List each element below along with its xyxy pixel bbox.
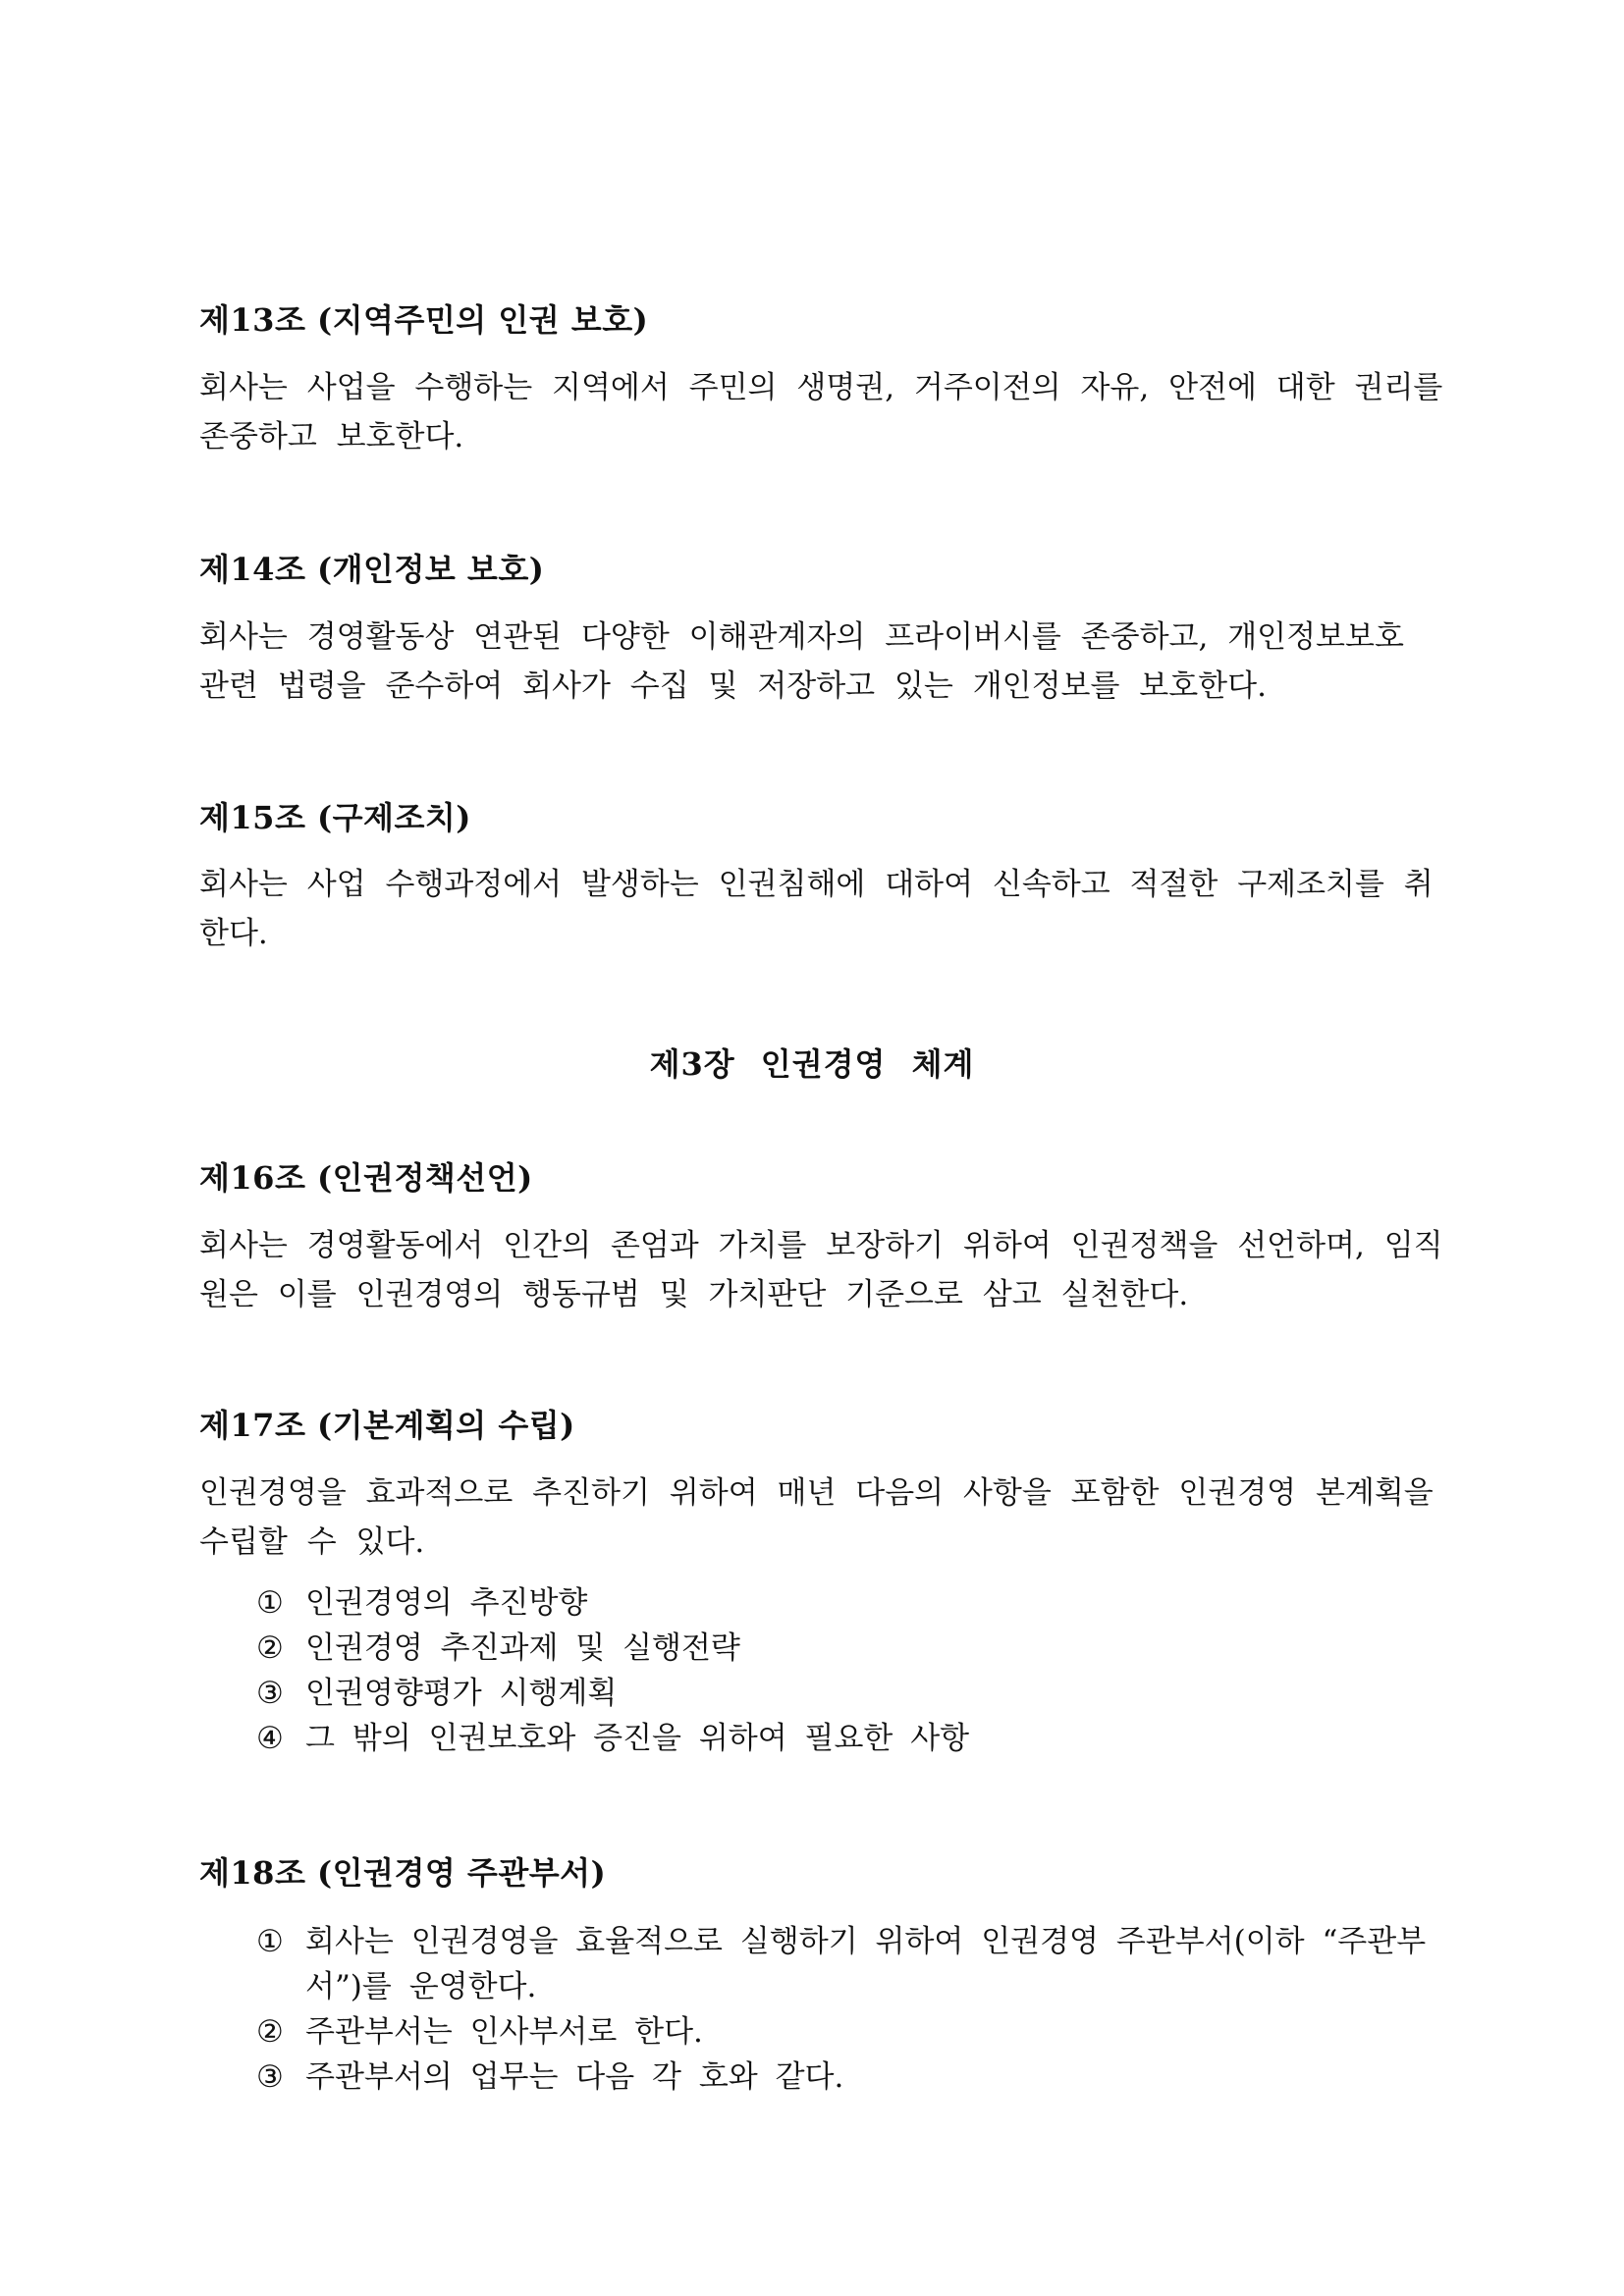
article-17-body	[199, 1468, 1434, 1567]
article-16-line-2: 원은 이를 인권경영의 행동규범 및 가치판단 기준으로 삼고 실천한다.	[199, 1277, 1189, 1312]
article-17-line-1: 인권경영을 효과적으로 추진하기 위하여 매년 다음의 사항을 포함한 인권경영 본계획을	[199, 1475, 1434, 1511]
article-13-line-1: 회사는 사업을 수행하는 지역에서 주민의 생명권, 거주이전의 자유, 안전에 대한 권리를	[199, 370, 1443, 405]
item-number: ④	[256, 1721, 284, 1756]
article-16-body	[199, 1221, 1443, 1319]
item-number: ①	[256, 1585, 284, 1621]
item-number: ②	[256, 1630, 284, 1666]
article-14-body	[199, 613, 1427, 711]
article-16-heading: 제16조 (인권정책선언)	[199, 1159, 533, 1197]
article-18-item-1-continuation: 서”)를 운영한다.	[305, 1969, 537, 2004]
article-15-heading: 제15조 (구제조치)	[199, 799, 471, 836]
item-text: 인권경영 추진과제 및 실행전략	[305, 1630, 740, 1666]
article-13-heading: 제13조 (지역주민의 인권 보호)	[199, 301, 649, 339]
article-16-line-1: 회사는 경영활동에서 인간의 존엄과 가치를 보장하기 위하여 인권정책을 선언하며, 임직	[199, 1228, 1443, 1263]
item-number: ②	[256, 2014, 284, 2050]
article-17-line-2: 수립할 수 있다.	[199, 1524, 425, 1560]
item-number: ①	[256, 1924, 284, 1959]
item-text: 인권경영의 추진방향	[305, 1585, 588, 1621]
article-17-item-2	[256, 1626, 740, 1671]
chapter-3-title: 제3장 인권경영 체계	[649, 1045, 975, 1083]
article-14-line-1: 회사는 경영활동상 연관된 다양한 이해관계자의 프라이버시를 존중하고, 개인정보보호	[199, 619, 1404, 655]
item-text: 주관부서는 인사부서로 한다.	[305, 2014, 703, 2050]
article-15-line-2: 한다.	[199, 916, 268, 951]
item-text: 그 밖의 인권보호와 증진을 위하여 필요한 사항	[305, 1721, 970, 1756]
article-15-line-1: 회사는 사업 수행과정에서 발생하는 인권침해에 대하여 신속하고 적절한 구제조치를 취	[199, 867, 1434, 902]
item-text: 회사는 인권경영을 효율적으로 실행하기 위하여 인권경영 주관부서(이하 “주관부	[305, 1924, 1427, 1959]
article-13-body	[199, 363, 1443, 461]
article-18-item-3	[256, 2055, 843, 2100]
article-14-line-2: 관련 법령을 준수하여 회사가 수집 및 저장하고 있는 개인정보를 보호한다.	[199, 668, 1267, 704]
article-15-body	[199, 860, 1434, 958]
article-18-item-1	[256, 1919, 1426, 1964]
article-17-item-3	[256, 1671, 617, 1716]
article-14-heading: 제14조 (개인정보 보호)	[199, 551, 545, 588]
article-13-line-2: 존중하고 보호한다.	[199, 419, 464, 454]
item-text: 인권영향평가 시행계획	[305, 1676, 618, 1711]
item-text: 주관부서의 업무는 다음 각 호와 같다.	[305, 2059, 844, 2095]
item-number: ③	[256, 1676, 284, 1711]
item-number: ③	[256, 2059, 284, 2095]
article-18-item-2	[256, 2009, 703, 2055]
article-17-item-4	[256, 1716, 969, 1761]
article-17-item-1	[256, 1580, 587, 1626]
article-18-heading: 제18조 (인권경영 주관부서)	[199, 1854, 607, 1892]
article-17-heading: 제17조 (기본계획의 수립)	[199, 1407, 575, 1444]
